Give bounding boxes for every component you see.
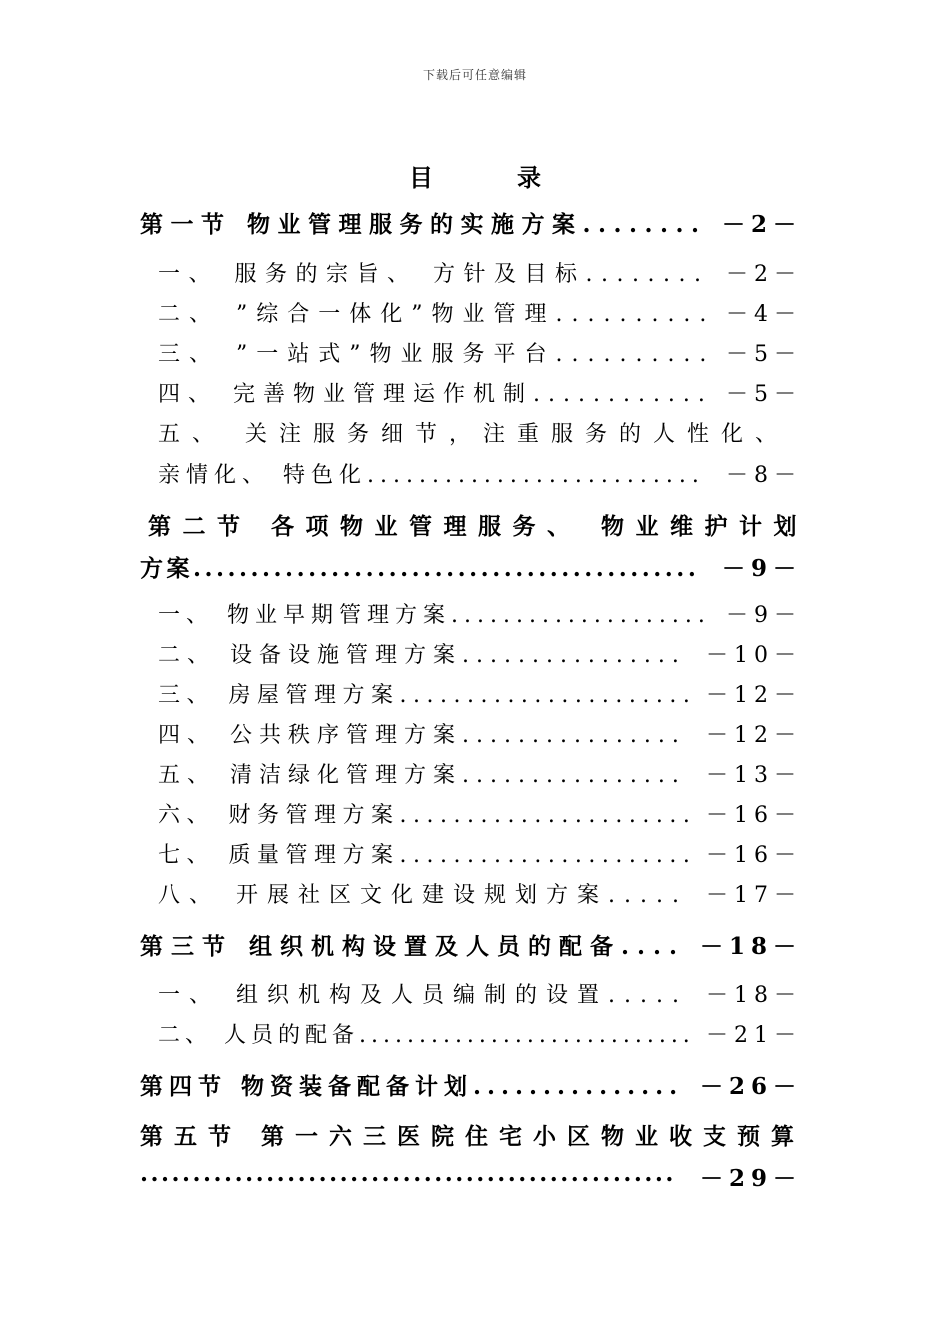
toc-entry[interactable] [0,417,950,457]
toc-entry[interactable] [0,758,950,798]
toc-entry-page: －12－ [706,723,802,748]
toc-entry-title: 一、 物业早期管理方案.................... [158,603,711,628]
toc-title [0,158,950,193]
toc-entry-title: 六、 财务管理方案...................... [158,803,697,828]
toc-entry[interactable] [0,1068,950,1108]
toc-entry-page: －18－ [706,983,802,1008]
toc-entry-title: 三、 ”一站式”物业服务平台.......... [158,342,716,367]
toc-entry-title: 八、 开展社区文化建设规划方案..... [158,883,688,908]
toc-title-char-1: 目 [409,163,433,192]
toc-entry-title: 五、 关注服务细节，注重服务的人性化、 [158,422,789,447]
toc-entry[interactable] [0,978,950,1018]
toc-entry-page: －16－ [706,843,802,868]
toc-entry-title: 第一节 物业管理服务的实施方案........ [140,211,707,238]
toc-entry-title: 二、 人员的配备............................ [158,1023,695,1048]
toc-entry-title: 方案............................................ [140,555,700,582]
toc-entry-title: 七、 质量管理方案...................... [158,843,697,868]
toc-entry-page: －18－ [699,933,802,960]
toc-entry-page: －10－ [706,643,802,668]
toc-entry-title: ................................................... [140,1160,676,1187]
toc-entry-title: 四、 完善物业管理运作机制............ [158,382,713,407]
toc-entry-page: －12－ [706,683,802,708]
toc-entry-page: －29－ [699,1165,802,1192]
toc-entry-title: 五、 清洁绿化管理方案................ [158,763,686,788]
toc-entry[interactable] [0,297,950,337]
toc-entry-page: －9－ [721,555,802,582]
page-header: 下载后可任意编辑 [422,68,527,82]
toc-entry-page: －13－ [706,763,802,788]
toc-entry-title: 四、 公共秩序管理方案................ [158,723,686,748]
toc-entry[interactable] [0,718,950,758]
toc-entry-title: 三、 房屋管理方案...................... [158,683,697,708]
toc-entry[interactable] [0,838,950,878]
toc-entry[interactable] [0,928,950,968]
toc-entry-page: －2－ [726,262,802,287]
toc-entry-title: 二、 ”综合一体化”物业管理.......... [158,302,716,327]
toc-entry-page: －9－ [726,603,802,628]
toc-entry-page: －2－ [721,211,802,238]
toc-entry[interactable] [0,878,950,918]
toc-entry-page: －5－ [726,382,802,407]
toc-entry[interactable] [0,458,950,498]
toc-entry[interactable] [0,337,950,377]
toc-entry-page: －26－ [699,1073,802,1100]
toc-entry[interactable] [0,678,950,718]
toc-entry[interactable] [0,1018,950,1058]
toc-entry[interactable] [0,798,950,838]
toc-entry[interactable] [0,508,950,548]
toc-entry-title: 第四节 物资装备配备计划............... [140,1073,684,1100]
toc-entry-title: 一、 组织机构及人员编制的设置..... [158,983,688,1008]
toc-entry[interactable] [0,1118,950,1158]
toc-entry[interactable] [0,638,950,678]
toc-entry-title: 一、 服务的宗旨、 方针及目标........ [158,262,710,287]
toc-entry-page: －5－ [726,342,802,367]
toc-entry-title: 亲情化、 特色化.......................... [158,463,705,488]
toc-entry-title: 第二节 各项物业管理服务、 物业维护计划 [148,513,809,540]
toc-title-char-2: 录 [517,163,541,192]
toc-entry-title: 二、 设备设施管理方案................ [158,643,686,668]
toc-entry-page: －16－ [706,803,802,828]
toc-entry[interactable] [0,550,950,590]
toc-entry-page: －4－ [726,302,802,327]
toc-entry[interactable] [0,1160,950,1200]
toc-entry-page: －8－ [726,463,802,488]
toc-entry-page: －17－ [706,883,802,908]
toc-entry-page: －21－ [706,1023,802,1048]
toc-entry-title: 第五节 第一六三医院住宅小区物业收支预算 [140,1123,806,1150]
toc-entry[interactable] [0,598,950,638]
toc-entry[interactable] [0,206,950,246]
toc-entry[interactable] [0,257,950,297]
toc-entry[interactable] [0,377,950,417]
toc-entry-title: 第三节 组织机构设置及人员的配备.... [140,933,686,960]
